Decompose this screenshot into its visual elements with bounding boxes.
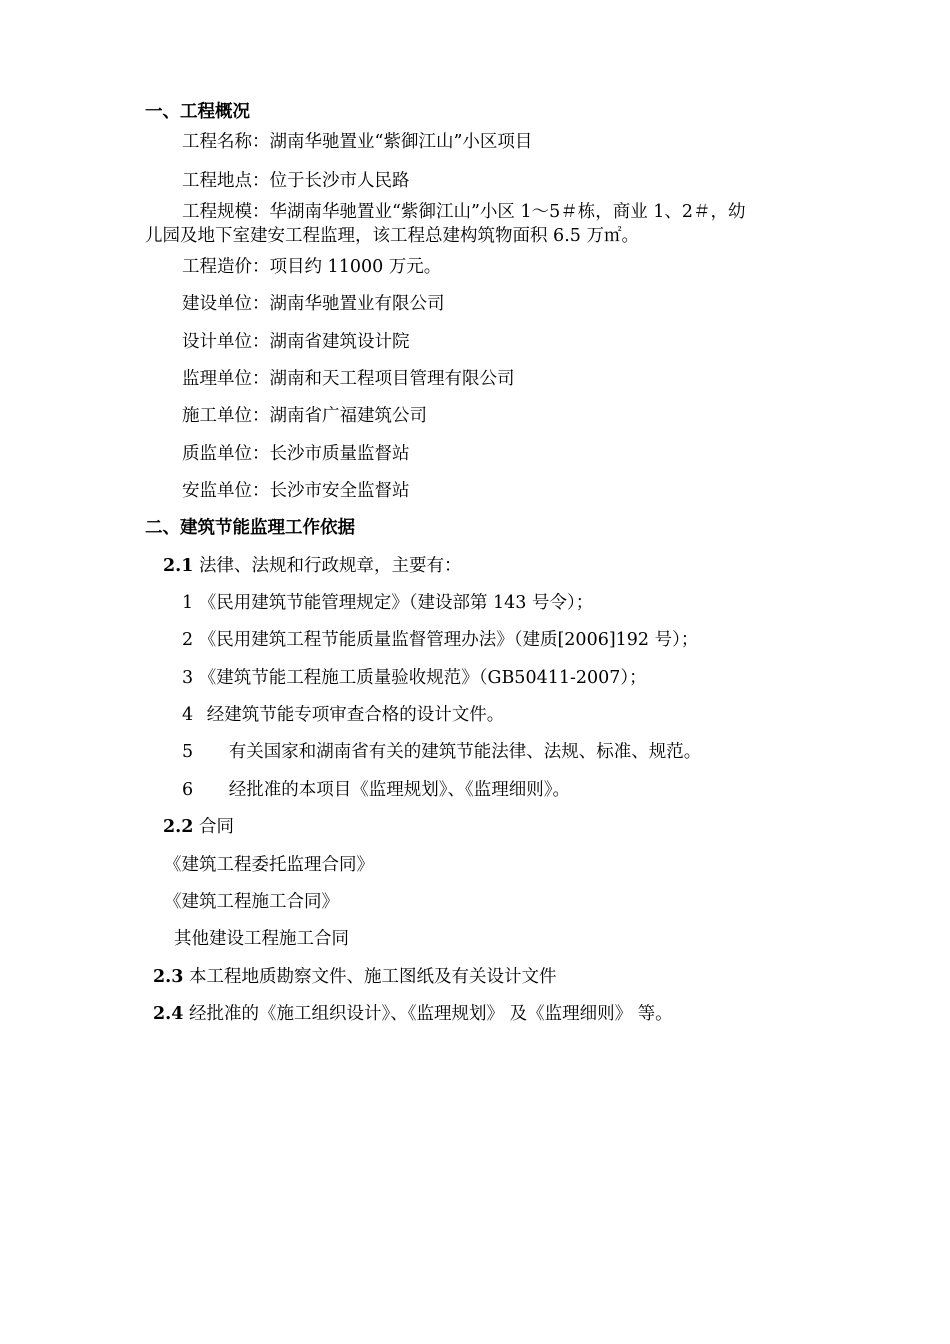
safety-supervision-unit: 安监单位：长沙市安全监督站	[182, 481, 410, 501]
subsection-title: 合同	[199, 817, 235, 837]
basis-item	[182, 779, 570, 801]
quality-supervision-unit: 质监单位：长沙市质量监督站	[182, 444, 410, 464]
item-number: 4	[182, 705, 194, 725]
subsection-number: 2.1	[163, 556, 194, 576]
subsection-2-2	[163, 816, 234, 838]
item-text: 经建筑节能专项审查合格的设计文件。	[206, 705, 505, 725]
item-text: 有关国家和湖南省有关的建筑节能法律、法规、标准、规范。	[228, 742, 702, 762]
subsection-2-4	[153, 1003, 673, 1025]
item-text: 《民用建筑节能管理规定》（建设部第 143 号令）；	[198, 593, 594, 613]
project-name: 工程名称：湖南华驰置业“紫御江山”小区项目	[182, 132, 533, 152]
subsection-2-1	[163, 555, 462, 577]
supervision-unit: 监理单位：湖南和天工程项目管理有限公司	[182, 369, 515, 389]
owner-unit: 建设单位：湖南华驰置业有限公司	[182, 294, 445, 314]
subsection-number: 2.3	[153, 967, 184, 987]
basis-item	[182, 592, 593, 614]
item-number: 1	[182, 593, 194, 613]
subsection-number: 2.4	[153, 1004, 184, 1024]
design-unit: 设计单位：湖南省建筑设计院	[182, 332, 410, 352]
basis-item	[182, 629, 698, 651]
item-number: 6	[182, 780, 194, 800]
basis-item	[182, 667, 647, 689]
item-text: 经批准的本项目《监理规划》、《监理细则》。	[228, 780, 570, 800]
item-number: 3	[182, 668, 194, 688]
item-text: 《民用建筑工程节能质量监督管理办法》（建质[2006]192 号）；	[198, 630, 699, 650]
section-1-heading: 一、工程概况	[145, 102, 250, 122]
project-location: 工程地点：位于长沙市人民路	[182, 171, 410, 191]
subsection-title: 经批准的《施工组织设计》、《监理规划》 及《监理细则》 等。	[189, 1004, 673, 1024]
section-2-heading: 二、建筑节能监理工作依据	[145, 518, 355, 538]
contract-item: 《建筑工程委托监理合同》	[164, 855, 374, 875]
construction-unit: 施工单位：湖南省广福建筑公司	[182, 406, 427, 426]
item-number: 5	[182, 742, 194, 762]
contract-item: 其他建设工程施工合同	[174, 929, 349, 949]
contract-item: 《建筑工程施工合同》	[164, 892, 339, 912]
subsection-2-3	[153, 966, 557, 988]
project-scale-line-1: 工程规模：华湖南华驰置业“紫御江山”小区 1～5＃栋，商业 1、2＃，幼	[182, 202, 746, 222]
item-text: 《建筑节能工程施工质量验收规范》（GB50411-2007）；	[198, 668, 647, 688]
project-cost: 工程造价：项目约 11000 万元。	[182, 257, 442, 277]
subsection-title: 本工程地质勘察文件、施工图纸及有关设计文件	[189, 967, 557, 987]
basis-item	[182, 741, 701, 763]
subsection-number: 2.2	[163, 817, 194, 837]
subsection-title: 法律、法规和行政规章，主要有：	[199, 556, 462, 576]
project-scale-line-2: 儿园及地下室建安工程监理，该工程总建构筑物面积 6.5 万㎡。	[145, 226, 639, 246]
basis-item	[182, 704, 504, 726]
item-number: 2	[182, 630, 194, 650]
